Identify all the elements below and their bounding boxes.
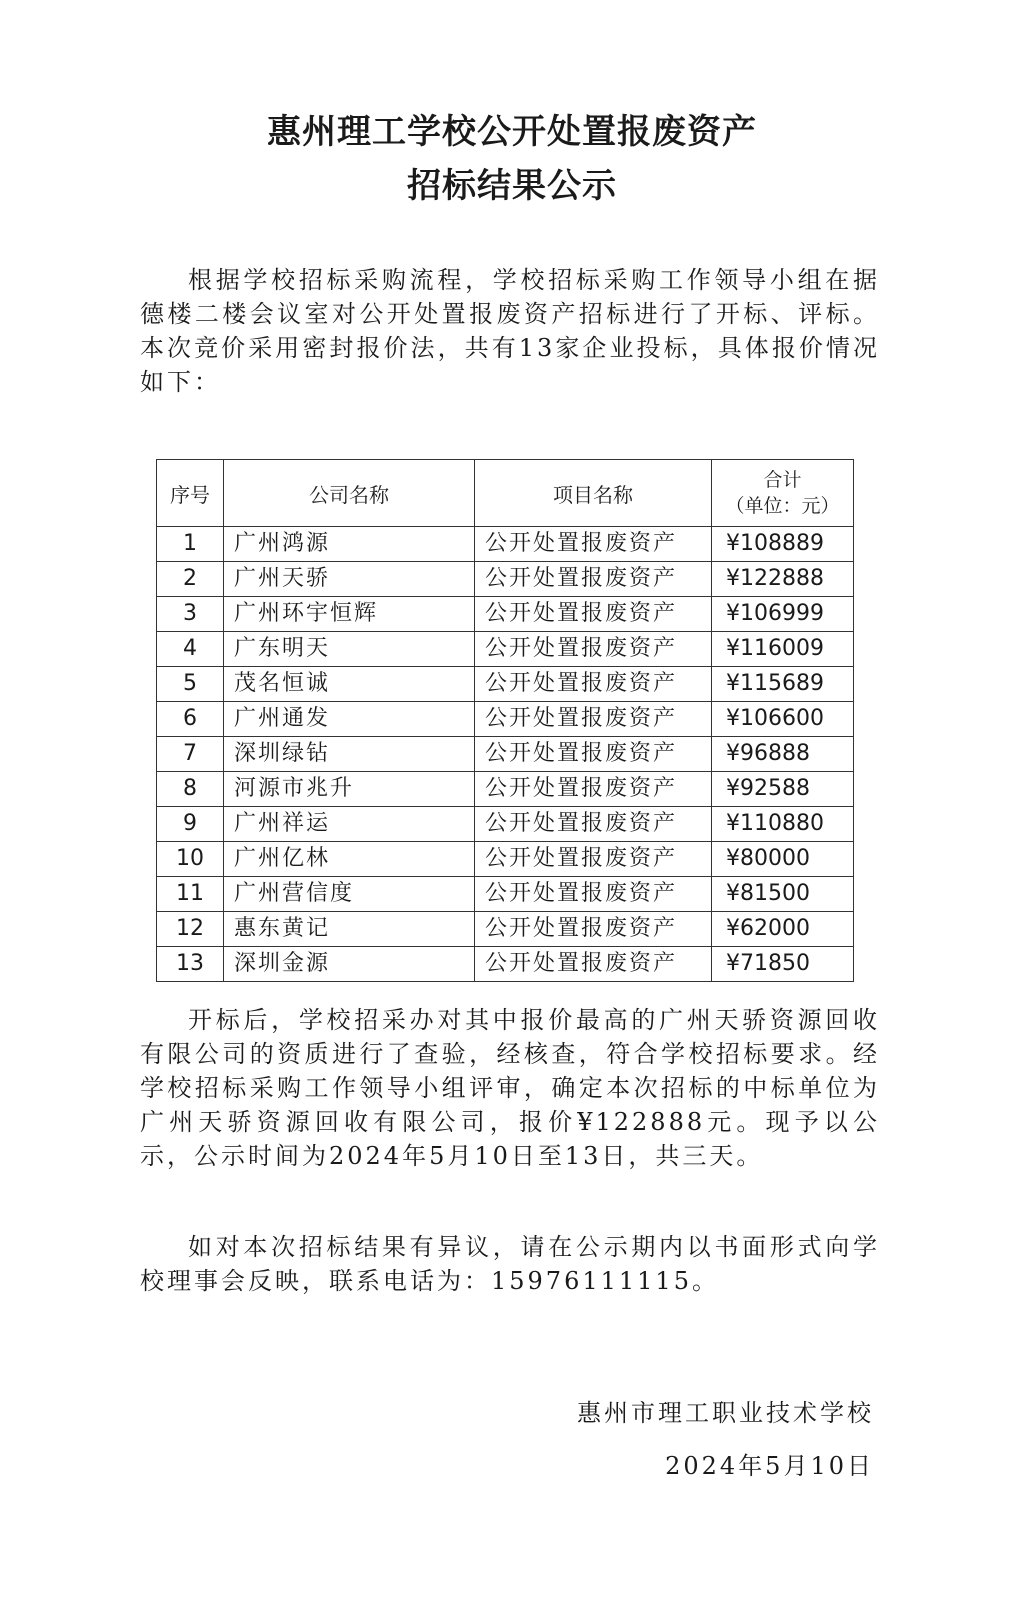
header-total-label: 合计 [763, 469, 802, 491]
objection-paragraph: 如对本次招标结果有异议，请在公示期内以书面形式向学校理事会反映，联系电话为：15976111115。 [140, 1233, 880, 1295]
row-amount: ¥106600 [712, 702, 854, 737]
intro-paragraph: 根据学校招标采购流程，学校招标采购工作领导小组在据德楼二楼会议室对公开处置报废资产招标进行了开标、评标。本次竞价采用密封报价法，共有13家企业投标，具体报价情况如下： [140, 266, 880, 396]
row-company: 深圳绿钻 [224, 737, 475, 772]
row-company: 广州祥运 [224, 807, 475, 842]
table-row [157, 527, 854, 562]
row-company: 河源市兆升 [224, 772, 475, 807]
row-project: 公开处置报废资产 [475, 527, 712, 562]
row-index: 11 [157, 877, 224, 912]
row-amount: ¥71850 [712, 947, 854, 982]
table-row [157, 912, 854, 947]
header-total [712, 460, 854, 527]
row-amount: ¥106999 [712, 597, 854, 632]
row-index: 10 [157, 842, 224, 877]
row-company: 惠东黄记 [224, 912, 475, 947]
signature-org: 惠州市理工职业技术学校 [577, 1399, 874, 1427]
row-project: 公开处置报废资产 [475, 632, 712, 667]
row-company: 广州环宇恒辉 [224, 597, 475, 632]
table-row [157, 632, 854, 667]
row-amount: ¥80000 [712, 842, 854, 877]
table-row [157, 842, 854, 877]
row-amount: ¥116009 [712, 632, 854, 667]
row-project: 公开处置报废资产 [475, 737, 712, 772]
table-row [157, 947, 854, 982]
row-amount: ¥96888 [712, 737, 854, 772]
table-row [157, 562, 854, 597]
row-project: 公开处置报废资产 [475, 667, 712, 702]
row-project: 公开处置报废资产 [475, 597, 712, 632]
row-amount: ¥122888 [712, 562, 854, 597]
row-project: 公开处置报废资产 [475, 912, 712, 947]
header-company: 公司名称 [224, 460, 475, 527]
table-header-row [157, 460, 854, 527]
header-project: 项目名称 [475, 460, 712, 527]
row-index: 7 [157, 737, 224, 772]
row-amount: ¥108889 [712, 527, 854, 562]
table-row [157, 877, 854, 912]
table-row [157, 597, 854, 632]
row-amount: ¥92588 [712, 772, 854, 807]
row-index: 13 [157, 947, 224, 982]
row-project: 公开处置报废资产 [475, 772, 712, 807]
row-amount: ¥81500 [712, 877, 854, 912]
table-row [157, 737, 854, 772]
row-index: 12 [157, 912, 224, 947]
row-project: 公开处置报废资产 [475, 702, 712, 737]
signature-date: 2024年5月10日 [665, 1452, 874, 1480]
row-index: 5 [157, 667, 224, 702]
row-company: 深圳金源 [224, 947, 475, 982]
row-company: 广州营信度 [224, 877, 475, 912]
title-line-1: 惠州理工学校公开处置报废资产 [267, 112, 757, 152]
row-index: 6 [157, 702, 224, 737]
row-company: 广州通发 [224, 702, 475, 737]
header-unit-label: （单位：元） [725, 495, 840, 517]
row-amount: ¥115689 [712, 667, 854, 702]
result-paragraph: 开标后，学校招采办对其中报价最高的广州天骄资源回收有限公司的资质进行了查验，经核查，符合学校招标要求。经学校招标采购工作领导小组评审，确定本次招标的中标单位为广州天骄资源回收有限公司，报价¥122888元。现予以公示，公示时间为2024年5月10日至13日，共三天。 [140, 1006, 880, 1170]
row-index: 4 [157, 632, 224, 667]
row-company: 广州天骄 [224, 562, 475, 597]
row-project: 公开处置报废资产 [475, 842, 712, 877]
row-project: 公开处置报废资产 [475, 877, 712, 912]
row-amount: ¥110880 [712, 807, 854, 842]
row-company: 广州鸿源 [224, 527, 475, 562]
row-index: 2 [157, 562, 224, 597]
row-project: 公开处置报废资产 [475, 947, 712, 982]
row-project: 公开处置报废资产 [475, 562, 712, 597]
header-index: 序号 [157, 460, 224, 527]
row-company: 广东明天 [224, 632, 475, 667]
row-company: 广州亿林 [224, 842, 475, 877]
row-company: 茂名恒诚 [224, 667, 475, 702]
table-row [157, 702, 854, 737]
row-index: 8 [157, 772, 224, 807]
bid-table [156, 459, 854, 982]
row-index: 1 [157, 527, 224, 562]
row-index: 9 [157, 807, 224, 842]
row-amount: ¥62000 [712, 912, 854, 947]
row-index: 3 [157, 597, 224, 632]
table-row [157, 807, 854, 842]
table-row [157, 772, 854, 807]
table-row [157, 667, 854, 702]
row-project: 公开处置报废资产 [475, 807, 712, 842]
title-line-2: 招标结果公示 [407, 166, 617, 206]
